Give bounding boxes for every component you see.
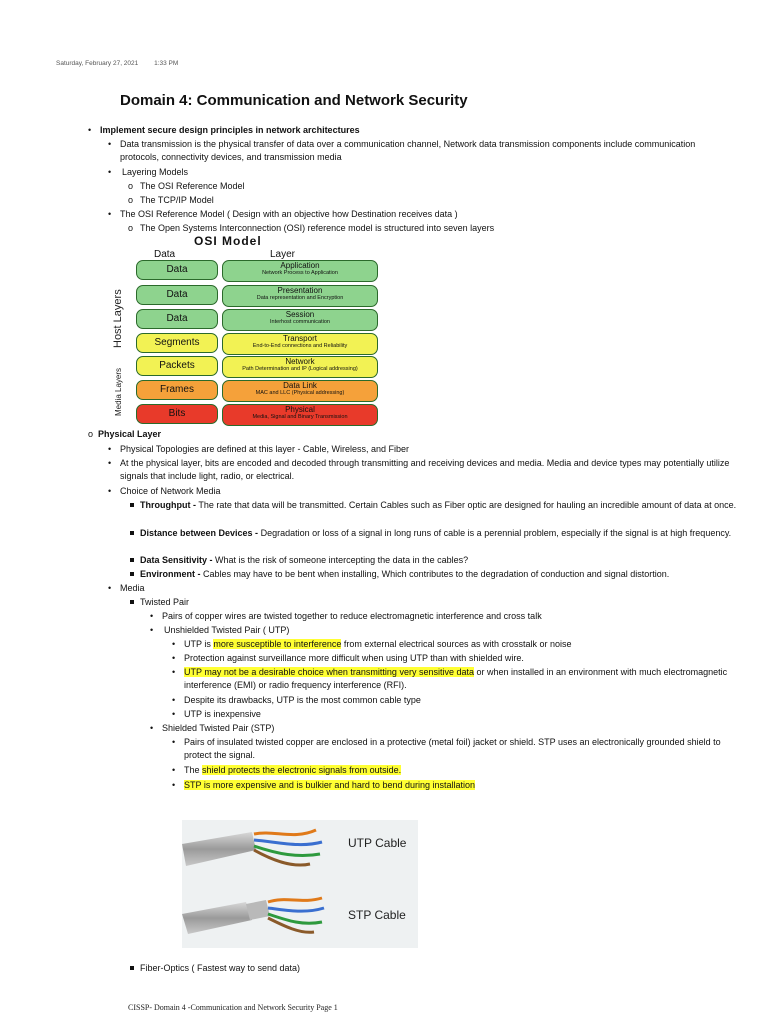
bullet-icon: • [88,125,92,135]
osi-col-layer: Layer [270,249,296,260]
osi-layer [222,356,378,378]
osi-layer-desc: End-to-End connections and Reliability [252,343,348,349]
circle-bullet-icon: o [88,429,94,439]
list-item: Physical Topologies are defined at this layer - Cable, Wireless, and Fiber [120,444,409,454]
list-item: Fiber-Optics ( Fastest way to send data) [140,963,301,973]
list-item: The OSI Reference Model [140,181,245,191]
list-item-throughput [140,499,746,512]
highlighted-text: UTP may not be a desirable choice when transmitting very sensitive data [184,667,474,677]
section-heading: Physical Layer [98,429,162,439]
time-text: 1:33 PM [154,60,179,67]
circle-bullet-icon: o [128,181,134,191]
page-timestamp [56,60,178,67]
list-item [184,779,475,792]
text-run: from external electrical sources as with crosstalk or noise [341,639,572,649]
osi-layer-desc: MAC and LLC (Physical addressing) [255,390,345,396]
highlighted-text: STP is more expensive and is bulkier and hard to bend during installation [184,780,476,790]
bullet-icon: • [108,458,112,468]
text-run: or when installed in an environment with much electromagnetic interference (EMI) or radio frequency interference (RFI). [184,667,728,690]
bullet-icon: • [150,611,154,621]
list-item [184,764,401,777]
text-run: UTP is [184,639,214,649]
osi-data-unit [136,260,218,280]
osi-layer-desc: Network Process to Application [262,270,338,276]
osi-layer [222,380,378,402]
utp-cable-label: UTP Cable [348,836,407,850]
list-item: Shielded Twisted Pair (STP) [162,723,275,733]
square-bullet-icon [130,503,134,507]
osi-layer [222,404,378,426]
list-item: UTP is inexpensive [184,709,261,719]
bullet-icon: • [172,639,176,649]
media-layers-label: Media Layers [114,367,123,416]
osi-data-unit-label: Data [166,264,188,275]
list-item: Unshielded Twisted Pair ( UTP) [164,625,290,635]
square-bullet-icon [130,531,134,535]
osi-data-unit-label: Frames [160,384,194,395]
osi-data-unit [136,285,218,305]
osi-data-unit-label: Segments [154,337,200,348]
bullet-icon: • [172,765,176,775]
square-bullet-icon [130,600,134,604]
osi-layer-name: Application [280,261,320,270]
osi-data-unit-label: Bits [168,408,186,419]
list-item: The OSI Reference Model ( Design with an objective how Destination receives data ) [120,209,458,219]
highlighted-text: shield protects the electronic signals from outside. [202,765,402,775]
osi-data-unit [136,309,218,329]
list-item: Despite its drawbacks, UTP is the most common cable type [184,695,421,705]
osi-layer-desc: Media, Signal and Binary Transmission [252,414,348,420]
page-title: Domain 4: Communication and Network Security [120,92,468,109]
osi-layer-name: Network [285,357,315,366]
sensitivity-label: Data Sensitivity - [140,555,213,565]
osi-layer-name: Physical [285,405,315,414]
bullet-icon: • [172,653,176,663]
bullet-icon: • [172,780,176,790]
osi-data-unit-label: Packets [159,360,195,371]
bullet-icon: • [172,709,176,719]
osi-layer-desc: Interhost communication [270,319,330,325]
osi-data-unit [136,404,218,424]
bullet-icon: • [108,209,112,219]
list-item: Choice of Network Media [120,486,221,496]
osi-data-unit [136,333,218,353]
list-item: The Open Systems Interconnection (OSI) reference model is structured into seven layers [140,223,495,233]
distance-text: Degradation or loss of a signal in long runs of cable is a perennial problem, especially if the signal is at high frequency. [258,528,732,538]
list-item: Pairs of insulated twisted copper are enclosed in a protective (metal foil) jacket or shield. STP uses an electronically grounded shield to protect the signal. [184,737,721,760]
osi-layer-desc: Path Determination and IP (Logical addressing) [242,366,358,372]
osi-layer-desc: Data representation and Encryption [256,295,344,301]
osi-data-unit [136,380,218,400]
date-text: Saturday, February 27, 2021 [56,60,139,67]
bullet-icon: • [108,139,112,149]
bullet-icon: • [108,486,112,496]
bullet-icon: • [172,737,176,747]
throughput-label: Throughput - [140,500,196,510]
text-run: The [184,765,203,775]
osi-layer [222,260,378,282]
osi-data-unit-label: Data [166,313,188,324]
highlighted-text: more susceptible to interference [213,639,342,649]
list-item: Twisted Pair [140,597,190,607]
square-bullet-icon [130,572,134,576]
circle-bullet-icon: o [128,223,134,233]
bullet-icon: • [108,167,112,177]
host-layers-label: Host Layers [112,289,124,348]
osi-layer [222,285,378,307]
bullet-icon: • [150,625,154,635]
list-item [184,638,572,651]
osi-layer-name: Data Link [283,381,317,390]
osi-layer-name: Presentation [277,286,323,295]
distance-label: Distance between Devices - [140,528,259,538]
list-item: The TCP/IP Model [140,195,214,205]
square-bullet-icon [130,558,134,562]
bullet-icon: • [150,723,154,733]
list-item: At the physical layer, bits are encoded and decoded through transmitting and receiving devices and media. Media and device types may potentially utilize signals that include light, radio, or electrical. [120,458,730,481]
osi-col-data: Data [154,249,176,260]
osi-data-unit [136,356,218,376]
square-bullet-icon [130,966,134,970]
list-item-distance [140,527,746,540]
osi-layer [222,309,378,331]
environment-label: Environment - [140,569,201,579]
list-item: Protection against surveillance more difficult when using UTP than with shielded wire. [184,653,524,663]
list-item-sensitivity [140,554,468,567]
cable-photo [182,820,418,948]
list-item: Implement secure design principles in network architectures [100,125,360,135]
bullet-icon: • [108,583,112,593]
page-footer: CISSP- Domain 4 -Communication and Network Security Page 1 [128,1003,338,1012]
osi-layer [222,333,378,355]
osi-model-diagram [110,236,382,428]
osi-layer-name: Session [285,310,315,319]
list-item: Layering Models [122,167,189,177]
list-item-environment [140,568,669,581]
sensitivity-text: What is the risk of someone intercepting the data in the cables? [212,555,469,565]
throughput-text: The rate that data will be transmitted. Certain Cables such as Fiber optic are designed for hauling an incredible amount of data at once. [195,500,737,510]
circle-bullet-icon: o [128,195,134,205]
bullet-icon: • [172,667,176,677]
list-item: Pairs of copper wires are twisted together to reduce electromagnetic interference and cross talk [162,611,542,621]
osi-title: OSI Model [194,234,262,248]
osi-layer-name: Transport [283,334,317,343]
list-item: Media [120,583,145,593]
list-item: Data transmission is the physical transfer of data over a communication channel, Network data transmission components include communication protocols, connectivity devices, and transmission media [120,139,696,162]
stp-cable-label: STP Cable [348,908,406,922]
bullet-icon: • [108,444,112,454]
list-item [184,666,740,692]
environment-text: Cables may have to be bent when installing, Which contributes to the degradation of conduction and signal distortion. [200,569,670,579]
bullet-icon: • [172,695,176,705]
osi-data-unit-label: Data [166,289,188,300]
